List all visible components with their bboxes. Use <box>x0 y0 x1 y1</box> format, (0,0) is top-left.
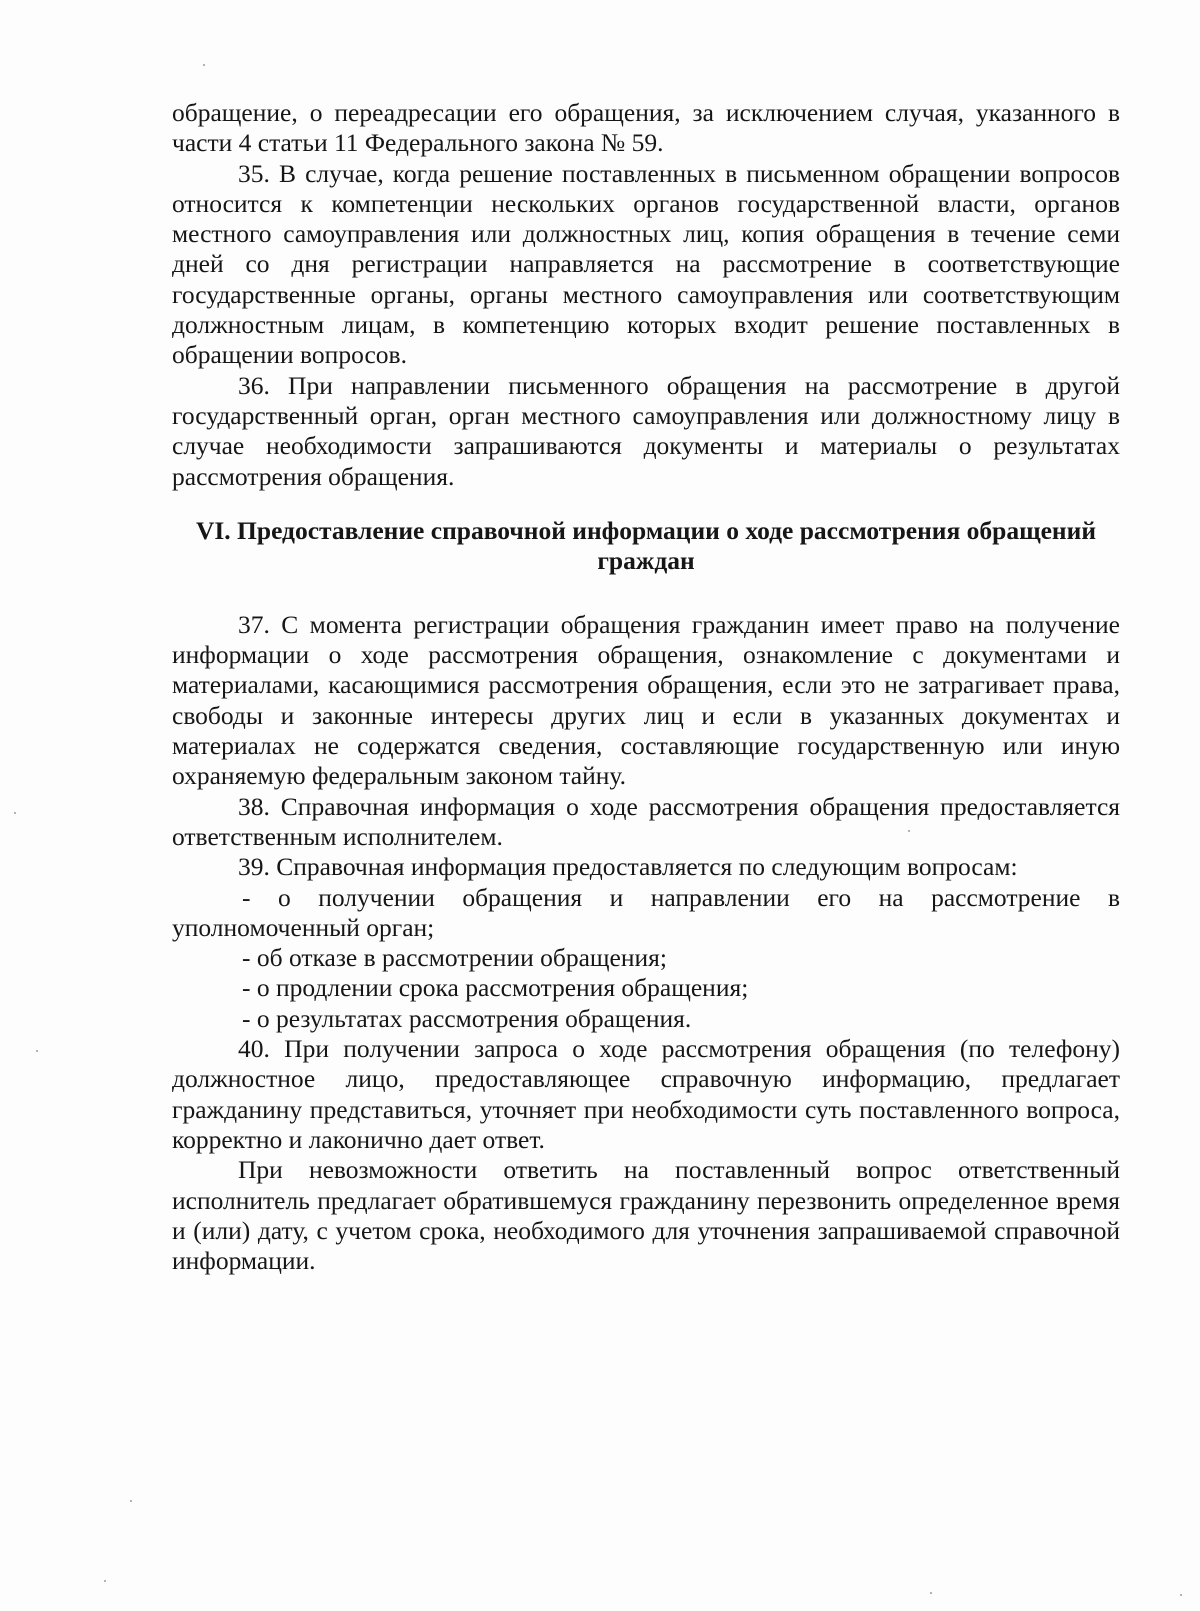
scan-speck <box>930 1592 932 1594</box>
paragraph-37: 37. С момента регистрации обращения гражданин имеет право на получение информации о ходе рассмотрения обращения, ознакомление с документами и материалами, касающимися рассмотрения обращения, если это не затрагивает права, свободы и законные интересы других лиц и если в указанных документах и материалах не содержатся сведения, составляющие государственную или иную охраняемую федеральным законом тайну. <box>172 609 1120 791</box>
scan-speck <box>1180 1594 1182 1596</box>
scan-speck <box>203 64 205 66</box>
scan-speck <box>104 1580 106 1582</box>
list-item-39-1: - о получении обращения и направлении его на рассмотрение в уполномоченный орган; <box>172 882 1120 942</box>
paragraph-40-continuation: При невозможности ответить на поставленный вопрос ответственный исполнитель предлагает обратившемуся гражданину перезвонить определенное время и (или) дату, с учетом срока, необходимого для уточнения запрашиваемой справочной информации. <box>172 1155 1120 1276</box>
list-item-39-4: - о результатах рассмотрения обращения. <box>242 1003 692 1033</box>
paragraph-35: 35. В случае, когда решение поставленных в письменном обращении вопросов относится к компетенции нескольких органов государственной власти, органов местного самоуправления или должностных лиц, копия обращения в течение семи дней со дня регистрации направляется на рассмотрение в соответствующие государственные органы, органы местного самоуправления или соответствующим должностным лицам, в компетенцию которых входит решение поставленных в обращении вопросов. <box>172 158 1120 370</box>
list-item-39-3: - о продлении срока рассмотрения обращения; <box>242 973 749 1003</box>
paragraph-40: 40. При получении запроса о ходе рассмотрения обращения (по телефону) должностное лицо, предоставляющее справочную информацию, предлагает гражданину представиться, уточняет при необходимости суть поставленного вопроса, корректно и лаконично дает ответ. <box>172 1034 1120 1154</box>
paragraph-36: 36. При направлении письменного обращения на рассмотрение в другой государственный орган, орган местного самоуправления или должностному лицу в случае необходимости запрашиваются документы и материалы о результатах рассмотрения обращения. <box>172 370 1120 491</box>
list-item-39-2: - об отказе в рассмотрении обращения; <box>242 943 667 973</box>
paragraph-38: 38. Справочная информация о ходе рассмотрения обращения предоставляется ответственным исполнителем. <box>172 791 1120 851</box>
scan-speck <box>908 830 910 832</box>
paragraph-39: 39. Справочная информация предоставляется по следующим вопросам: <box>238 852 1018 882</box>
paragraph-continuation: обращение, о переадресации его обращения, за исключением случая, указанного в части 4 статьи 11 Федерального закона № 59. <box>172 98 1120 158</box>
section-heading: VI. Предоставление справочной информации о ходе рассмотрения обращений граждан <box>195 515 1097 575</box>
scan-speck <box>36 1050 38 1052</box>
scan-speck <box>14 812 16 814</box>
document-body <box>172 98 1120 1276</box>
scan-speck <box>130 1500 132 1502</box>
